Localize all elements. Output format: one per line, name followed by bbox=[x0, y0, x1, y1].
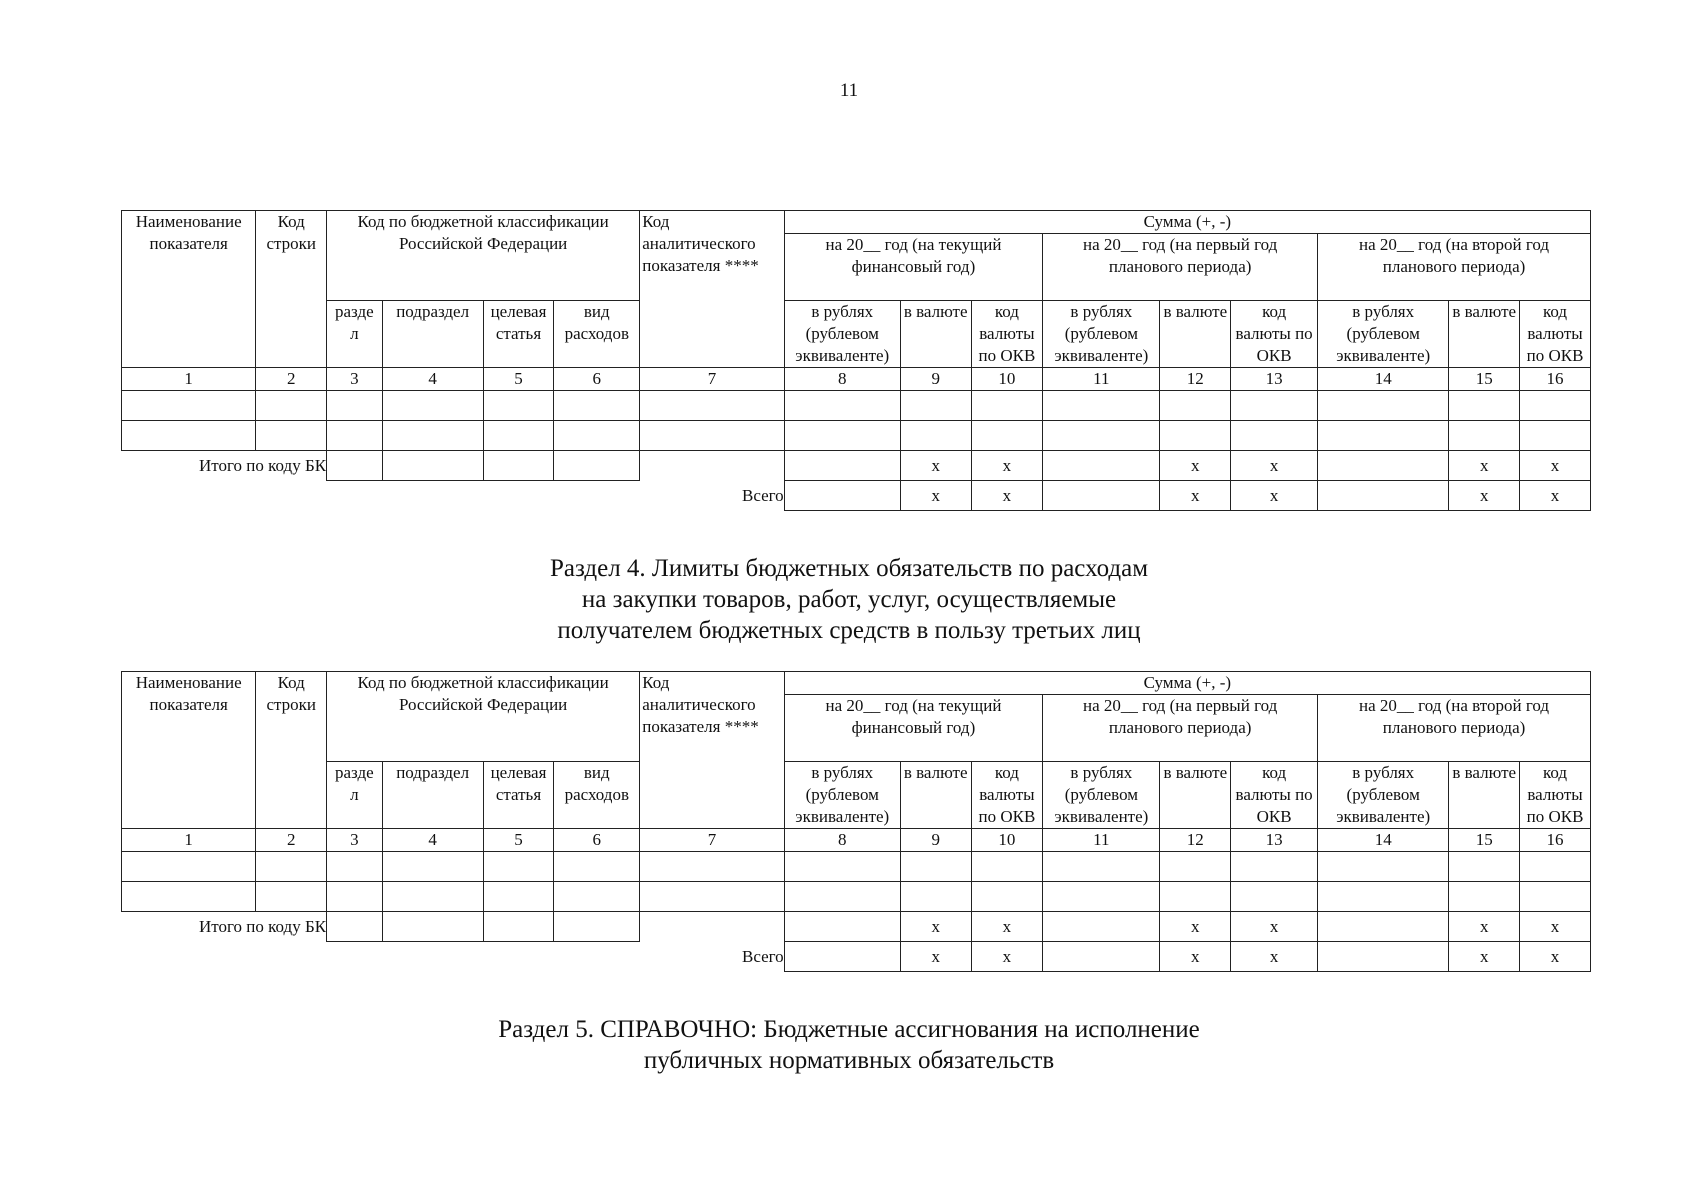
header-val: в валюте bbox=[1160, 301, 1231, 368]
col-number: 3 bbox=[327, 368, 383, 391]
header-okv: код валюты по ОКВ bbox=[1231, 762, 1318, 829]
col-number: 16 bbox=[1520, 829, 1591, 852]
col-number: 14 bbox=[1318, 368, 1449, 391]
header-okv: код валюты по ОКВ bbox=[1520, 301, 1591, 368]
header-rub: в рублях (рублевом эквиваленте) bbox=[1043, 762, 1160, 829]
x-mark: x bbox=[971, 912, 1043, 942]
header-sum: Сумма (+, -) bbox=[784, 211, 1590, 234]
x-mark: x bbox=[1160, 912, 1231, 942]
total-bk-label: Итого по коду БК bbox=[199, 916, 327, 936]
page-number: 11 bbox=[839, 80, 859, 101]
header-okv: код валюты по ОКВ bbox=[971, 762, 1043, 829]
header-rub: в рублях (рублевом эквиваленте) bbox=[784, 762, 900, 829]
x-mark: x bbox=[1231, 451, 1318, 481]
header-rub: в рублях (рублевом эквиваленте) bbox=[1043, 301, 1160, 368]
x-mark: x bbox=[1449, 451, 1520, 481]
col-number: 11 bbox=[1043, 829, 1160, 852]
col-number: 2 bbox=[256, 829, 327, 852]
x-mark: x bbox=[1520, 481, 1591, 511]
header-okv: код валюты по ОКВ bbox=[971, 301, 1043, 368]
col-number: 11 bbox=[1043, 368, 1160, 391]
x-mark: x bbox=[1520, 912, 1591, 942]
header-rub: в рублях (рублевом эквиваленте) bbox=[1318, 762, 1449, 829]
section-5-title-line: публичных нормативных обязательств bbox=[643, 1047, 1055, 1074]
x-mark: x bbox=[900, 942, 971, 972]
col-number: 7 bbox=[640, 829, 784, 852]
col-number: 1 bbox=[122, 829, 256, 852]
header-val: в валюте bbox=[1160, 762, 1231, 829]
header-year-current: на 20__ год (на текущий финансовый год) bbox=[784, 234, 1043, 301]
x-mark: x bbox=[1231, 942, 1318, 972]
col-number: 4 bbox=[382, 368, 483, 391]
table-row bbox=[122, 391, 1591, 421]
section-5-title-line: Раздел 5. СПРАВОЧНО: Бюджетные ассигнования на исполнение bbox=[498, 1016, 1200, 1043]
header-bk-code: Код по бюджетной классификации Российской Федерации bbox=[327, 211, 640, 301]
col-number: 2 bbox=[256, 368, 327, 391]
total-row bbox=[122, 481, 1591, 511]
total-bk-row bbox=[122, 451, 1591, 481]
header-name: Наименование показателя bbox=[122, 211, 256, 368]
table-section-4 bbox=[121, 671, 1591, 972]
col-number: 8 bbox=[784, 368, 900, 391]
header-analytic-code: Код аналитического показателя **** bbox=[640, 211, 784, 368]
section-5-title bbox=[0, 1014, 1698, 1076]
x-mark: x bbox=[1231, 481, 1318, 511]
header-vid: вид расходов bbox=[554, 762, 640, 829]
x-mark: x bbox=[1231, 912, 1318, 942]
section-4-title-line: получателем бюджетных средств в пользу третьих лиц bbox=[557, 617, 1141, 644]
col-number: 13 bbox=[1231, 829, 1318, 852]
x-mark: x bbox=[971, 481, 1043, 511]
header-year-second: на 20__ год (на второй год планового периода) bbox=[1318, 695, 1591, 762]
table-row bbox=[122, 882, 1591, 912]
total-bk-label: Итого по коду БК bbox=[199, 455, 327, 475]
section-4-title-line: Раздел 4. Лимиты бюджетных обязательств по расходам bbox=[549, 555, 1149, 582]
header-row-code: Код строки bbox=[256, 211, 327, 368]
col-number: 10 bbox=[971, 829, 1043, 852]
budget-table bbox=[121, 210, 1591, 511]
header-val: в валюте bbox=[900, 301, 971, 368]
header-year-first: на 20__ год (на первый год планового периода) bbox=[1043, 695, 1318, 762]
header-year-first: на 20__ год (на первый год планового периода) bbox=[1043, 234, 1318, 301]
total-row bbox=[122, 942, 1591, 972]
header-year-current: на 20__ год (на текущий финансовый год) bbox=[784, 695, 1043, 762]
header-rub: в рублях (рублевом эквиваленте) bbox=[784, 301, 900, 368]
header-val: в валюте bbox=[900, 762, 971, 829]
x-mark: x bbox=[900, 912, 971, 942]
section-4-title-line: на закупки товаров, работ, услуг, осуществляемые bbox=[581, 586, 1117, 613]
header-analytic-code: Код аналитического показателя **** bbox=[640, 672, 784, 829]
header-vid: вид расходов bbox=[554, 301, 640, 368]
col-number: 3 bbox=[327, 829, 383, 852]
col-number: 15 bbox=[1449, 829, 1520, 852]
x-mark: x bbox=[1520, 942, 1591, 972]
x-mark: x bbox=[1449, 481, 1520, 511]
header-rub: в рублях (рублевом эквиваленте) bbox=[1318, 301, 1449, 368]
total-label: Всего bbox=[741, 485, 784, 505]
header-razdel: разде л bbox=[327, 301, 383, 368]
budget-table bbox=[121, 671, 1591, 972]
col-number: 13 bbox=[1231, 368, 1318, 391]
col-number: 15 bbox=[1449, 368, 1520, 391]
total-label: Всего bbox=[741, 946, 784, 966]
x-mark: x bbox=[1449, 942, 1520, 972]
col-number: 9 bbox=[900, 829, 971, 852]
header-okv: код валюты по ОКВ bbox=[1520, 762, 1591, 829]
x-mark: x bbox=[971, 942, 1043, 972]
header-celevaya: целевая статья bbox=[483, 762, 554, 829]
total-bk-row bbox=[122, 912, 1591, 942]
x-mark: x bbox=[971, 451, 1043, 481]
table-row bbox=[122, 852, 1591, 882]
x-mark: x bbox=[900, 451, 971, 481]
x-mark: x bbox=[1160, 942, 1231, 972]
col-number: 10 bbox=[971, 368, 1043, 391]
header-year-second: на 20__ год (на второй год планового периода) bbox=[1318, 234, 1591, 301]
table-row bbox=[122, 421, 1591, 451]
col-number: 5 bbox=[483, 368, 554, 391]
col-number: 12 bbox=[1160, 368, 1231, 391]
col-number: 9 bbox=[900, 368, 971, 391]
x-mark: x bbox=[1160, 481, 1231, 511]
header-okv: код валюты по ОКВ bbox=[1231, 301, 1318, 368]
header-podrazdel: подраздел bbox=[382, 762, 483, 829]
col-number: 8 bbox=[784, 829, 900, 852]
col-number: 5 bbox=[483, 829, 554, 852]
header-val: в валюте bbox=[1449, 301, 1520, 368]
col-number: 6 bbox=[554, 829, 640, 852]
header-razdel: разде л bbox=[327, 762, 383, 829]
col-number: 12 bbox=[1160, 829, 1231, 852]
header-row-code: Код строки bbox=[256, 672, 327, 829]
x-mark: x bbox=[1520, 451, 1591, 481]
x-mark: x bbox=[1449, 912, 1520, 942]
header-val: в валюте bbox=[1449, 762, 1520, 829]
col-number: 14 bbox=[1318, 829, 1449, 852]
header-bk-code: Код по бюджетной классификации Российской Федерации bbox=[327, 672, 640, 762]
x-mark: x bbox=[1160, 451, 1231, 481]
header-celevaya: целевая статья bbox=[483, 301, 554, 368]
header-sum: Сумма (+, -) bbox=[784, 672, 1590, 695]
col-number: 6 bbox=[554, 368, 640, 391]
x-mark: x bbox=[900, 481, 971, 511]
col-number: 7 bbox=[640, 368, 784, 391]
col-number: 4 bbox=[382, 829, 483, 852]
col-number: 1 bbox=[122, 368, 256, 391]
section-4-title bbox=[0, 553, 1698, 646]
header-name: Наименование показателя bbox=[122, 672, 256, 829]
table-section-3 bbox=[121, 210, 1591, 511]
header-podrazdel: подраздел bbox=[382, 301, 483, 368]
col-number: 16 bbox=[1520, 368, 1591, 391]
